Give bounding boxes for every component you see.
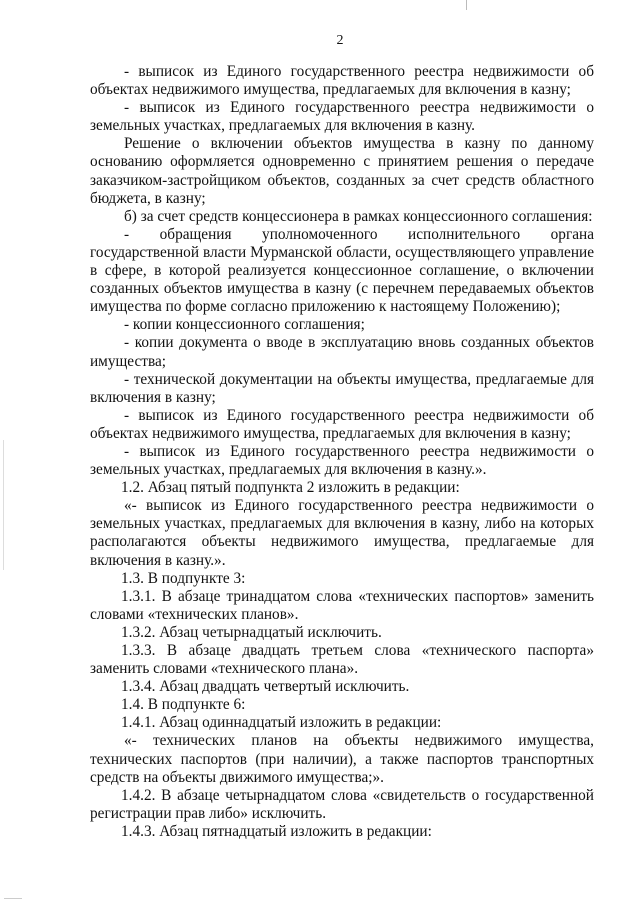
paragraph: б) за счет средств концессионера в рамках концессионного соглашения: <box>124 207 593 225</box>
paragraph: - выписок из Единого государственного реестра недвижимости о земельных участках, предлагаемых для включения в казну.». <box>90 442 594 479</box>
paragraph: 1.4. В подпункте 6: <box>121 696 246 714</box>
paragraph: 1.3.1. В абзаце тринадцатом слова «технических паспортов» заменить словами «технических планов». <box>90 587 594 623</box>
paragraph: «- технических планов на объекты недвижимого имущества, технических паспортов (при наличии), а также паспортов транспортных средств на объекты движимого имущества;». <box>90 732 594 786</box>
paragraph: - технической документации на объекты имущества, предлагаемые для включения в казну; <box>90 370 594 406</box>
paragraph: - выписок из Единого государственного реестра недвижимости об объектах недвижимого имущества, предлагаемых для включения в казну; <box>90 63 594 99</box>
paragraph: 1.3.2. Абзац четырнадцатый исключить. <box>121 623 382 641</box>
paragraph: - выписок из Единого государственного реестра недвижимости о земельных участках, предлагаемых для включения в казну. <box>90 99 594 135</box>
page-number: 2 <box>336 33 344 48</box>
paragraph: 1.3.4. Абзац двадцать четвертый исключить. <box>121 678 410 696</box>
paragraph: - копии концессионного соглашения; <box>124 316 365 334</box>
paragraph: Решение о включении объектов имущества в казну по данному основанию оформляется одновременно с принятием решения о передаче заказчиком-застройщиком объектов, созданных за счет средств областного бюджета, в казну; <box>90 135 594 207</box>
paragraph: - копии документа о вводе в эксплуатацию вновь созданных объектов имущества; <box>90 334 594 370</box>
paragraph: - выписок из Единого государственного реестра недвижимости об объектах недвижимого имущества, предлагаемых для включения в казну; <box>90 406 594 442</box>
paragraph: 1.4.1. Абзац одиннадцатый изложить в редакции: <box>121 714 442 732</box>
paragraph: 1.3. В подпункте 3: <box>121 569 246 587</box>
paragraph: «- выписок из Единого государственного реестра недвижимости о земельных участках, предлагаемых для включения в казну, либо на которых располагаются объекты недвижимого имущества, предлагаемые для включения в казну.». <box>90 497 594 569</box>
paragraph: 1.2. Абзац пятый подпункта 2 изложить в редакции: <box>121 479 460 497</box>
document-body <box>90 63 594 841</box>
paragraph: - обращения уполномоченного исполнительного органа государственной власти Мурманской области, осуществляющего управление в сфере, в которой реализуется концессионное соглашение, о включении созданных объектов имущества в казну (с перечнем передаваемых объектов имущества по форме согласно приложению к настоящему Положению); <box>90 225 594 316</box>
paragraph: 1.3.3. В абзаце двадцать третьем слова «технического паспорта» заменить словами «технического плана». <box>90 642 594 678</box>
scan-mark <box>4 898 22 899</box>
paragraph: 1.4.2. В абзаце четырнадцатом слова «свидетельств о государственной регистрации прав либо» исключить. <box>90 786 594 822</box>
scan-mark <box>466 0 467 10</box>
paragraph: 1.4.3. Абзац пятнадцатый изложить в редакции: <box>121 822 432 840</box>
scan-mark <box>3 440 4 570</box>
